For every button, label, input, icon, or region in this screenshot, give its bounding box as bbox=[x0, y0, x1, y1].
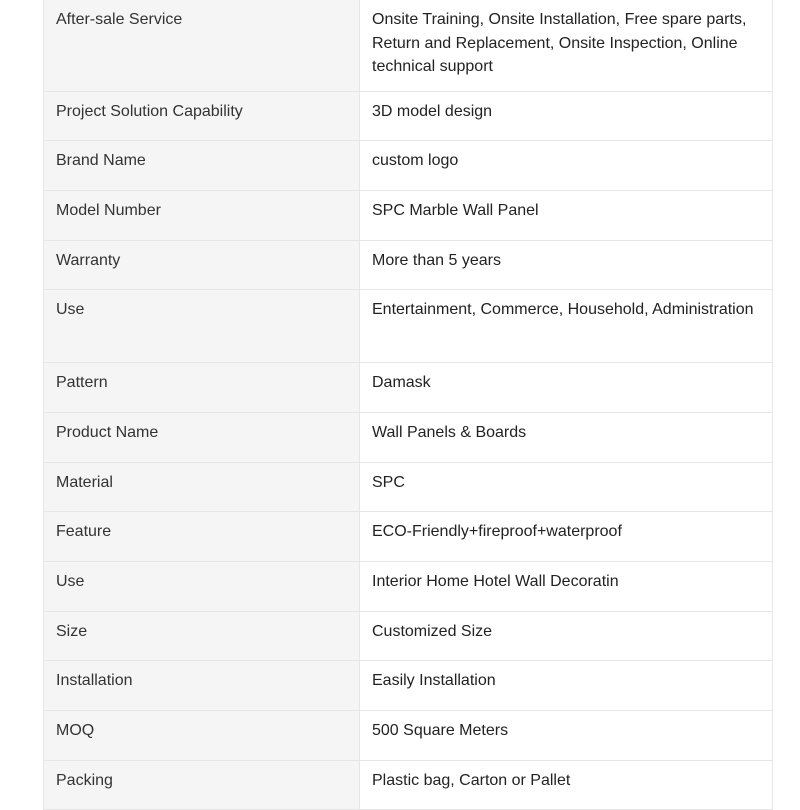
spec-label: Model Number bbox=[44, 190, 360, 240]
spec-label: After-sale Service bbox=[44, 0, 360, 91]
spec-label: Packing bbox=[44, 760, 360, 810]
spec-row-after-sale-service bbox=[44, 0, 773, 91]
spec-value: Easily Installation bbox=[360, 661, 773, 711]
product-spec-table bbox=[43, 0, 773, 810]
spec-label: Brand Name bbox=[44, 141, 360, 191]
spec-value: 500 Square Meters bbox=[360, 711, 773, 761]
spec-row-installation bbox=[44, 661, 773, 711]
spec-label: Project Solution Capability bbox=[44, 91, 360, 141]
spec-value: Entertainment, Commerce, Household, Administration bbox=[360, 290, 773, 363]
spec-row-material bbox=[44, 462, 773, 512]
spec-value: Plastic bag, Carton or Pallet bbox=[360, 760, 773, 810]
spec-label: Use bbox=[44, 290, 360, 363]
spec-row-use bbox=[44, 290, 773, 363]
spec-row-size bbox=[44, 611, 773, 661]
spec-value: More than 5 years bbox=[360, 240, 773, 290]
spec-value: Interior Home Hotel Wall Decoratin bbox=[360, 562, 773, 612]
spec-row-packing bbox=[44, 760, 773, 810]
spec-label: Feature bbox=[44, 512, 360, 562]
spec-row-brand-name bbox=[44, 141, 773, 191]
spec-value: Damask bbox=[360, 363, 773, 413]
spec-label: MOQ bbox=[44, 711, 360, 761]
spec-value: 3D model design bbox=[360, 91, 773, 141]
spec-label: Warranty bbox=[44, 240, 360, 290]
spec-label: Material bbox=[44, 462, 360, 512]
spec-row-product-name bbox=[44, 412, 773, 462]
spec-row-use-2 bbox=[44, 562, 773, 612]
spec-value: ECO-Friendly+fireproof+waterproof bbox=[360, 512, 773, 562]
spec-value: custom logo bbox=[360, 141, 773, 191]
spec-value: Onsite Training, Onsite Installation, Free spare parts, Return and Replacement, Onsite Inspection, Online technical support bbox=[360, 0, 773, 91]
spec-value: Wall Panels & Boards bbox=[360, 412, 773, 462]
spec-row-model-number bbox=[44, 190, 773, 240]
spec-row-project-solution-capability bbox=[44, 91, 773, 141]
spec-label: Installation bbox=[44, 661, 360, 711]
spec-label: Pattern bbox=[44, 363, 360, 413]
spec-row-warranty bbox=[44, 240, 773, 290]
spec-label: Size bbox=[44, 611, 360, 661]
spec-label: Product Name bbox=[44, 412, 360, 462]
spec-value: Customized Size bbox=[360, 611, 773, 661]
spec-row-feature bbox=[44, 512, 773, 562]
spec-row-pattern bbox=[44, 363, 773, 413]
spec-row-moq bbox=[44, 711, 773, 761]
spec-value: SPC bbox=[360, 462, 773, 512]
spec-value: SPC Marble Wall Panel bbox=[360, 190, 773, 240]
spec-label: Use bbox=[44, 562, 360, 612]
